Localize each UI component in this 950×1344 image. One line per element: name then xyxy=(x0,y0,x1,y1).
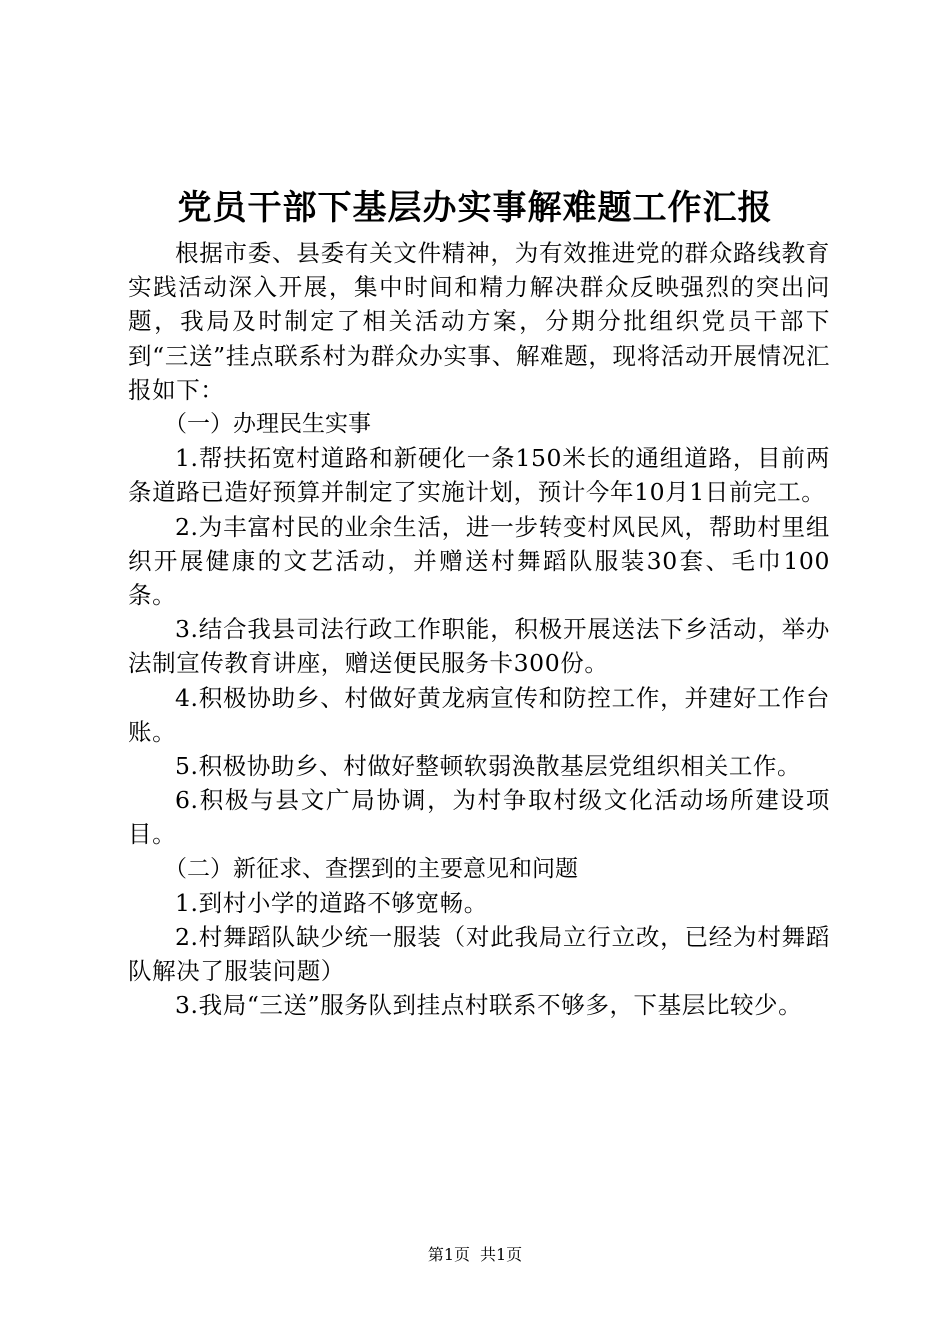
page-number: 第1页 xyxy=(427,1245,470,1264)
section-heading-1: （一）办理民生实事 xyxy=(164,411,371,438)
page-footer xyxy=(0,1243,950,1267)
section-heading-2: （二）新征求、查摆到的主要意见和问题 xyxy=(164,855,578,882)
list-item: 3.结合我县司法行政工作职能，积极开展送法下乡活动，举办法制宣传教育讲座，赠送便民服务卡300份。 xyxy=(128,615,830,678)
document-title: 党员干部下基层办实事解难题工作汇报 xyxy=(177,188,773,228)
list-item: 3.我局“三送”服务队到挂点村联系不够多，下基层比较少。 xyxy=(175,991,803,1020)
page-total: 共1页 xyxy=(480,1245,523,1264)
list-item: 1.到村小学的道路不够宽畅。 xyxy=(175,888,488,917)
list-item: 4.积极协助乡、村做好黄龙病宣传和防控工作，并建好工作台账。 xyxy=(128,683,830,746)
list-item: 2.村舞蹈队缺少统一服装（对此我局立行立改，已经为村舞蹈队解决了服装问题） xyxy=(128,923,830,986)
list-item: 2.为丰富村民的业余生活，进一步转变村风民风，帮助村里组织开展健康的文艺活动，并赠送村舞蹈队服装30套、毛巾100条。 xyxy=(128,512,830,610)
intro-paragraph: 根据市委、县委有关文件精神，为有效推进党的群众路线教育实践活动深入开展，集中时间和精力解决群众反映强烈的突出问题，我局及时制定了相关活动方案，分期分批组织党员干部下到“三送”挂点联系村为群众办实事、解难题，现将活动开展情况汇报如下： xyxy=(128,239,830,404)
list-item: 5.积极协助乡、村做好整顿软弱涣散基层党组织相关工作。 xyxy=(175,752,802,781)
document-body xyxy=(128,236,830,1023)
list-item: 1.帮扶拓宽村道路和新硬化一条150米长的通组道路，目前两条道路已造好预算并制定了实施计划，预计今年10月1日前完工。 xyxy=(128,444,830,507)
list-item: 6.积极与县文广局协调，为村争取村级文化活动场所建设项目。 xyxy=(128,786,830,849)
